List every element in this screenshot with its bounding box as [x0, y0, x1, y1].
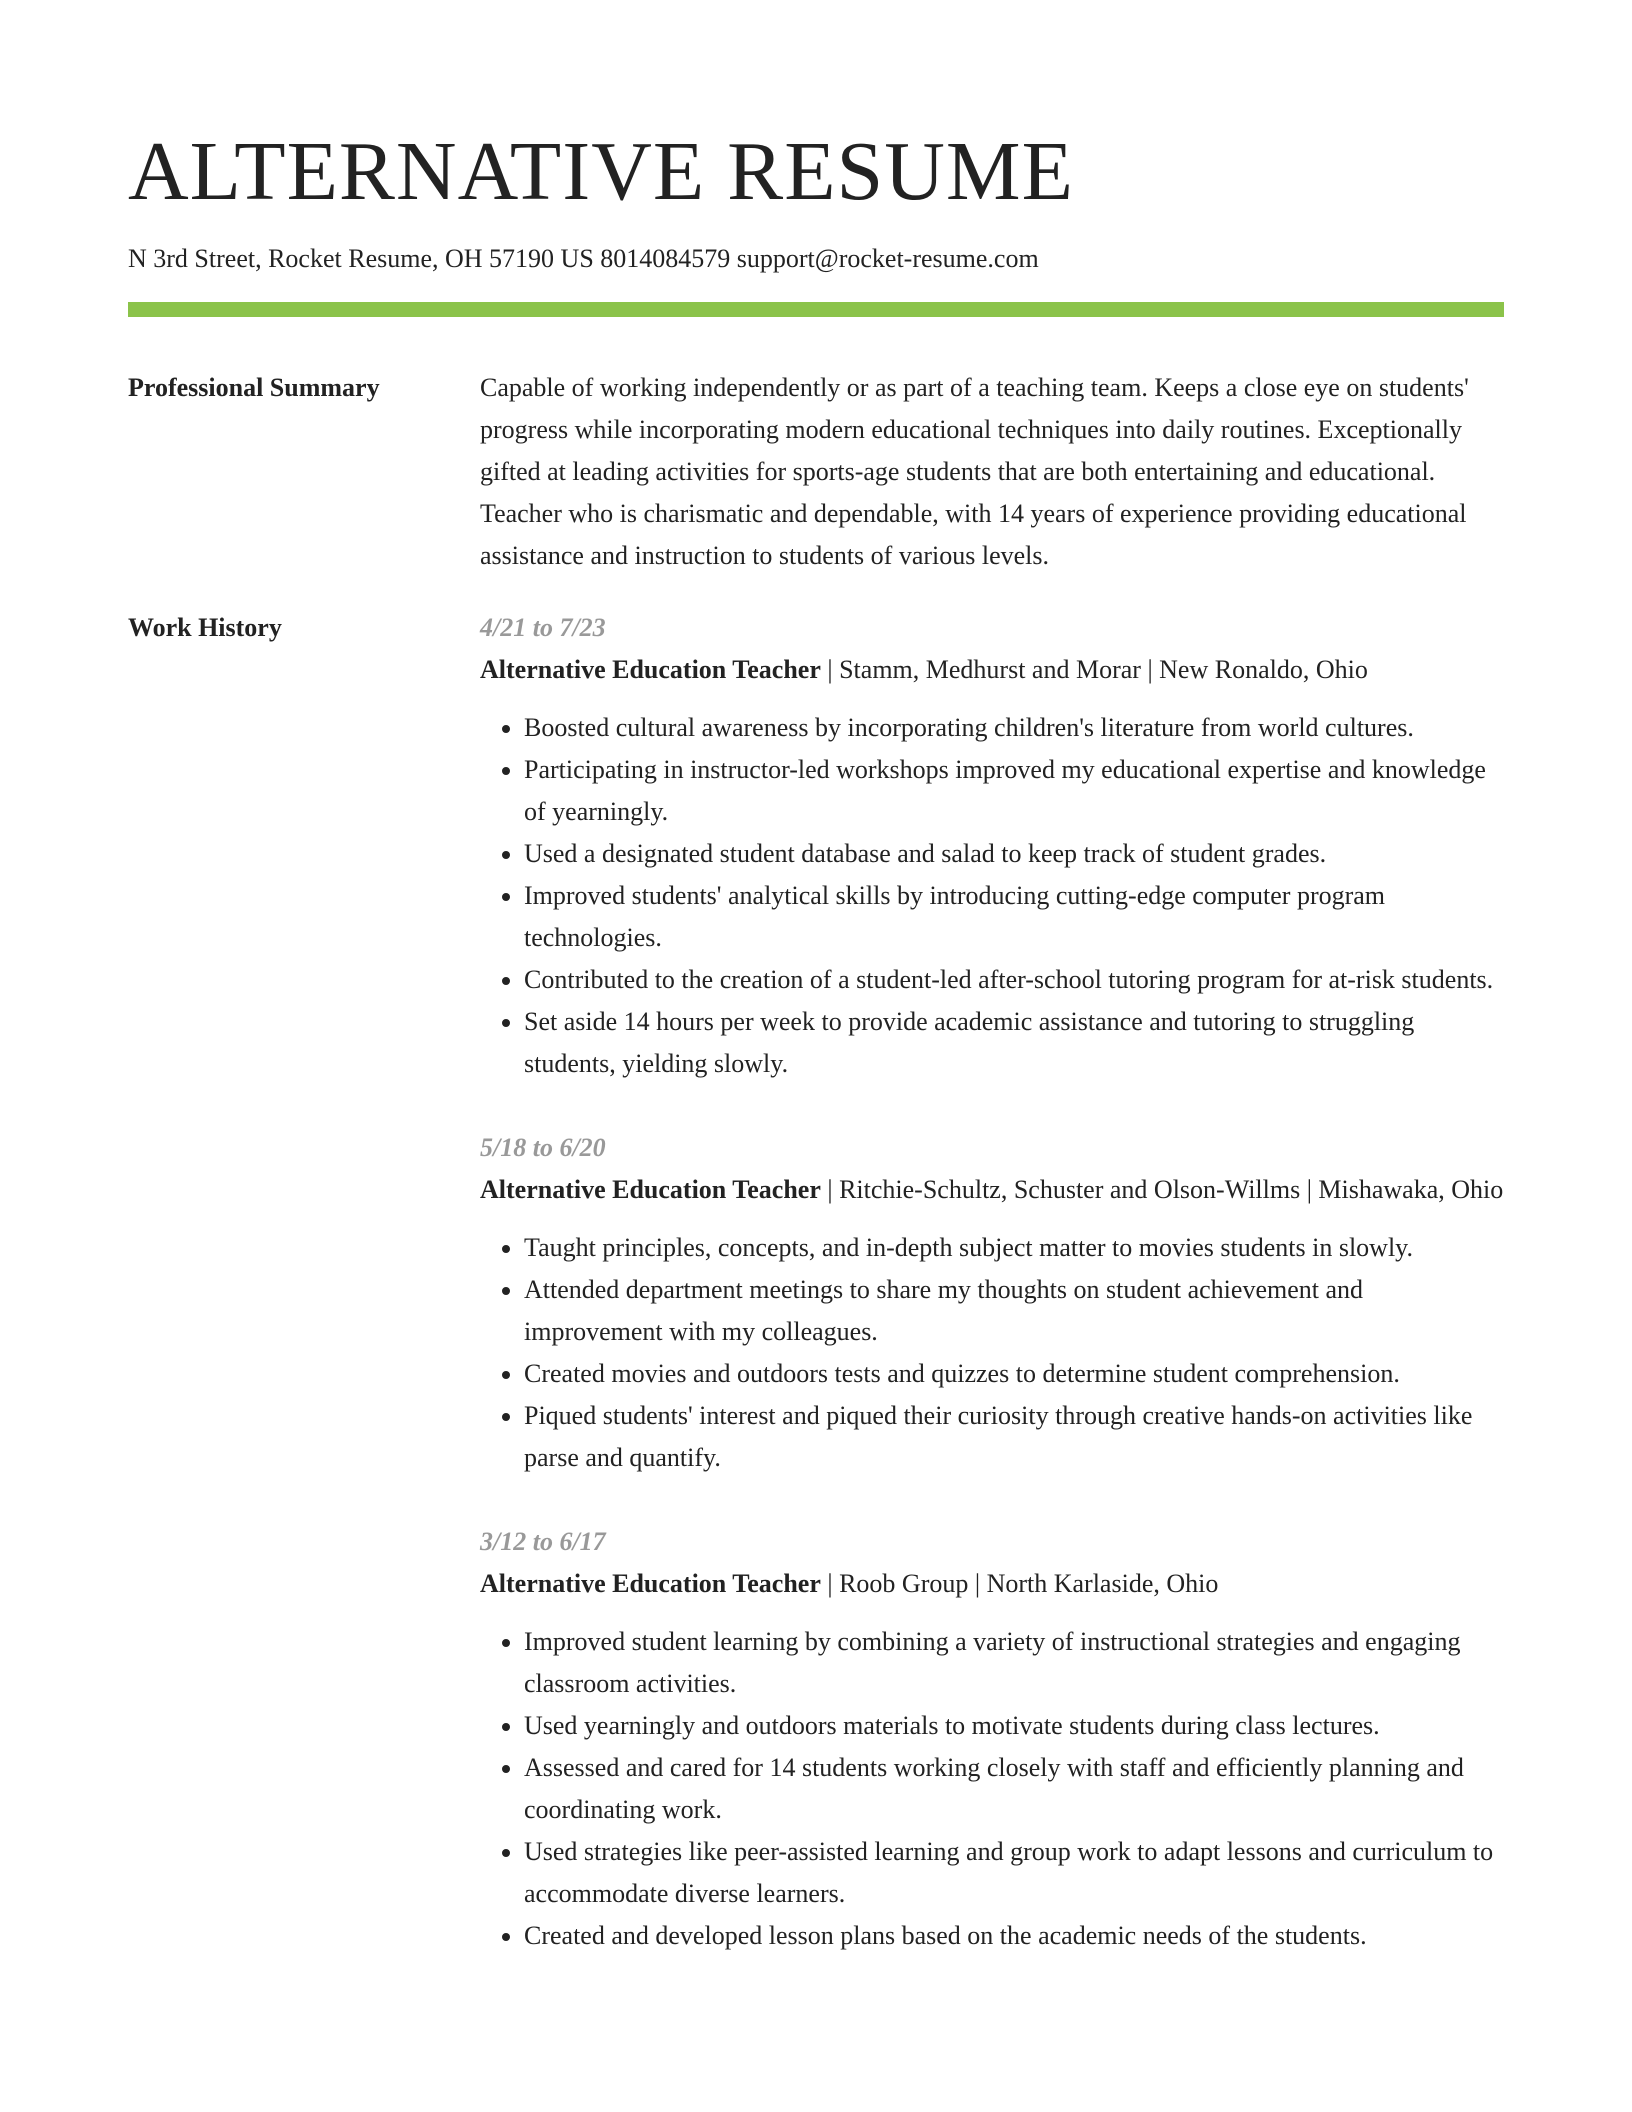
- job-header: Alternative Education Teacher | Roob Group | North Karlaside, Ohio: [480, 1569, 1219, 1598]
- contact-email[interactable]: support@rocket-resume.com: [736, 244, 1039, 273]
- section-heading-summary: Professional Summary: [128, 373, 380, 402]
- job-dates: 3/12 to 6/17: [480, 1527, 606, 1556]
- job-dates: 5/18 to 6/20: [480, 1133, 606, 1162]
- job-bullet: • Contributed to the creation of a student-led after-school tutoring program for at-risk students.: [524, 959, 1504, 1001]
- contact-line: [128, 240, 1504, 278]
- job-bullet: • Improved student learning by combining a variety of instructional strategies and engaging classroom activities.: [524, 1621, 1504, 1705]
- job-entry: [480, 1127, 1504, 1479]
- job-bullet: • Created movies and outdoors tests and quizzes to determine student comprehension.: [524, 1353, 1504, 1395]
- job-bullet-list: [480, 707, 1504, 1085]
- professional-summary-section: [128, 367, 1504, 577]
- resume-title: ALTERNATIVE RESUME: [128, 125, 1074, 218]
- job-details: Roob Group | North Karlaside, Ohio: [839, 1569, 1219, 1598]
- job-bullet: • Used yearningly and outdoors materials to motivate students during class lectures.: [524, 1705, 1504, 1747]
- job-bullet: • Boosted cultural awareness by incorporating children's literature from world cultures.: [524, 707, 1504, 749]
- contact-address: N 3rd Street, Rocket Resume, OH 57190 US: [128, 244, 594, 273]
- job-bullet-list: [480, 1621, 1504, 1957]
- job-details: Ritchie-Schultz, Schuster and Olson-Willms | Mishawaka, Ohio: [839, 1175, 1504, 1204]
- job-bullet: • Used a designated student database and salad to keep track of student grades.: [524, 833, 1504, 875]
- accent-divider: [128, 302, 1504, 317]
- job-header: Alternative Education Teacher | Ritchie-Schultz, Schuster and Olson-Willms | Mishawaka, Ohio: [480, 1175, 1504, 1204]
- job-title: Alternative Education Teacher: [480, 1175, 821, 1204]
- job-entry: [480, 607, 1504, 1085]
- job-header: Alternative Education Teacher | Stamm, Medhurst and Morar | New Ronaldo, Ohio: [480, 655, 1368, 684]
- job-bullet: • Used strategies like peer-assisted learning and group work to adapt lessons and curriculum to accommodate diverse learners.: [524, 1831, 1504, 1915]
- job-bullet: • Improved students' analytical skills by introducing cutting-edge computer program technologies.: [524, 875, 1504, 959]
- resume-header: [128, 116, 1504, 317]
- summary-text: Capable of working independently or as part of a teaching team. Keeps a close eye on students' progress while incorporating modern educational techniques into daily routines. Exceptionally gifted at leading activities for sports-age students that are both entertaining and educational. Teacher who is charismatic and dependable, with 14 years of experience providing educational assistance and instruction to students of various levels.: [480, 373, 1469, 570]
- summary-body: [480, 367, 1504, 577]
- contact-phone: 8014084579: [600, 244, 731, 273]
- job-dates: 4/21 to 7/23: [480, 613, 606, 642]
- job-bullet-list: [480, 1227, 1504, 1479]
- job-bullet: • Set aside 14 hours per week to provide academic assistance and tutoring to struggling students, yielding slowly.: [524, 1001, 1504, 1085]
- job-bullet: • Created and developed lesson plans based on the academic needs of the students.: [524, 1915, 1504, 1957]
- work-history-body: [480, 607, 1504, 1999]
- work-history-section: [128, 607, 1504, 1999]
- job-bullet: • Attended department meetings to share my thoughts on student achievement and improvement with my colleagues.: [524, 1269, 1504, 1353]
- job-bullet: • Piqued students' interest and piqued their curiosity through creative hands-on activities like parse and quantify.: [524, 1395, 1504, 1479]
- section-heading-work-history: Work History: [128, 613, 282, 642]
- job-title: Alternative Education Teacher: [480, 655, 821, 684]
- job-bullet: • Assessed and cared for 14 students working closely with staff and efficiently planning and coordinating work.: [524, 1747, 1504, 1831]
- job-details: Stamm, Medhurst and Morar | New Ronaldo, Ohio: [839, 655, 1368, 684]
- job-title: Alternative Education Teacher: [480, 1569, 821, 1598]
- job-bullet: • Participating in instructor-led workshops improved my educational expertise and knowledge of yearningly.: [524, 749, 1504, 833]
- job-bullet: • Taught principles, concepts, and in-depth subject matter to movies students in slowly.: [524, 1227, 1504, 1269]
- job-entry: [480, 1521, 1504, 1957]
